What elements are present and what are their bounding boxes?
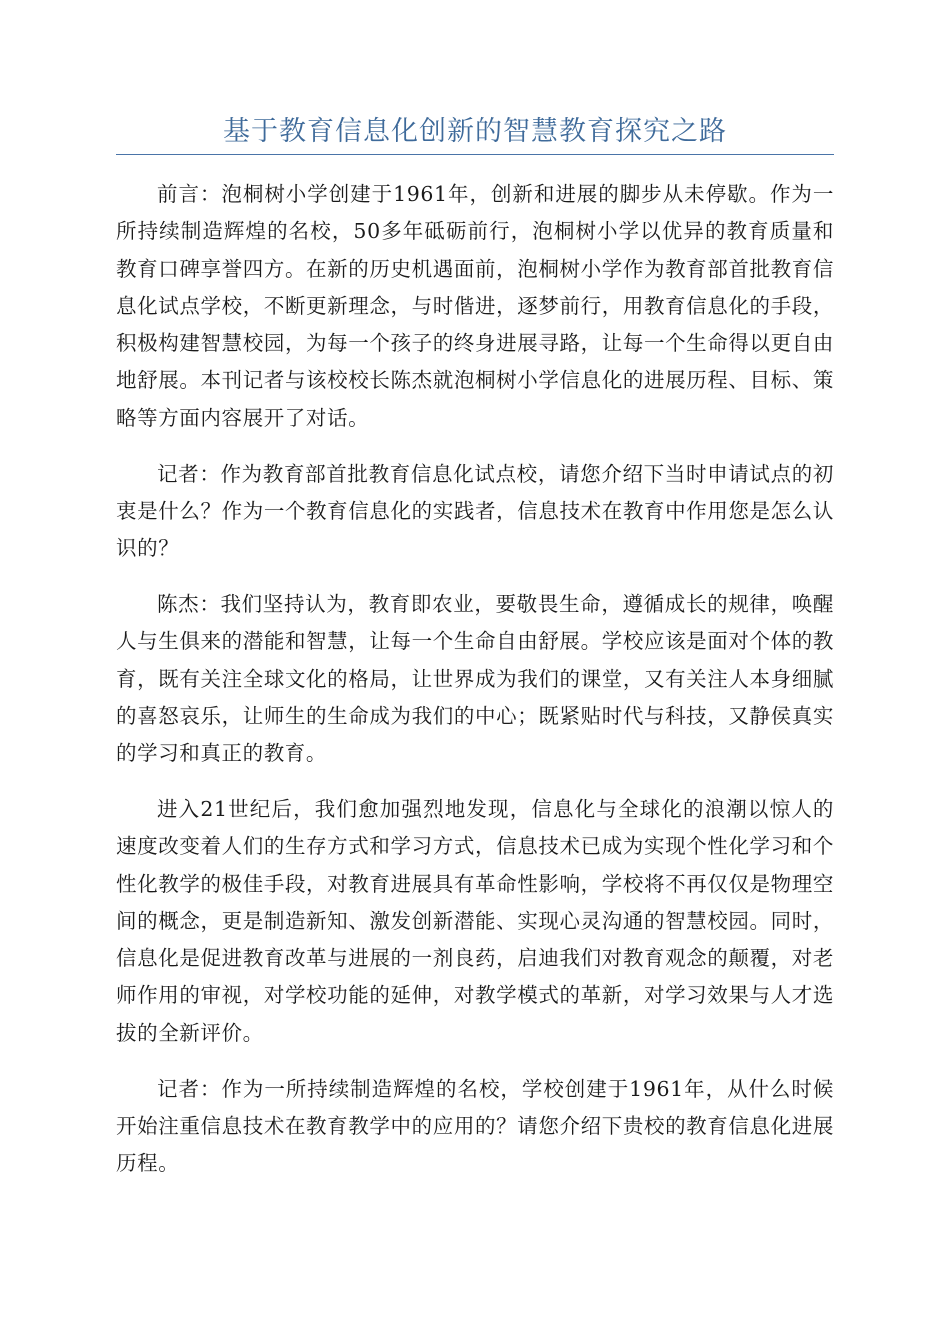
paragraph-reporter-question-2: 记者：作为一所持续制造辉煌的名校，学校创建于1961年，从什么时候开始注重信息技术在教育教学中的应用的？请您介绍下贵校的教育信息化进展历程。 — [116, 1076, 834, 1176]
paragraph-chenjie-answer-1: 陈杰：我们坚持认为，教育即农业，要敬畏生命，遵循成长的规律，唤醒人与生俱来的潜能和智慧，让每一个生命自由舒展。学校应该是面对个体的教育，既有关注全球文化的格局，让世界成为我们的课堂，又有关注人本身细腻的喜怒哀乐，让师生的生命成为我们的中心；既紧贴时代与科技，又静侯真实的学习和真正的教育。 — [116, 591, 834, 766]
paragraph-reporter-question-1: 记者：作为教育部首批教育信息化试点校，请您介绍下当时申请试点的初衷是什么？作为一个教育信息化的实践者，信息技术在教育中作用您是怎么认识的？ — [116, 461, 834, 561]
document-title: 基于教育信息化创新的智慧教育探究之路 — [223, 116, 727, 147]
document-body — [116, 176, 834, 1201]
paragraph-chenjie-answer-2: 进入21世纪后，我们愈加强烈地发现，信息化与全球化的浪潮以惊人的速度改变着人们的生存方式和学习方式，信息技术已成为实现个性化学习和个性化教学的极佳手段，对教育进展具有革命性影响，学校将不再仅仅是物理空间的概念，更是制造新知、激发创新潜能、实现心灵沟通的智慧校园。同时，信息化是促进教育改革与进展的一剂良药，启迪我们对教育观念的颠覆，对老师作用的审视，对学校功能的延伸，对教学模式的革新，对学习效果与人才选拔的全新评价。 — [116, 796, 834, 1045]
title-underline — [116, 154, 834, 155]
paragraph-preface: 前言：泡桐树小学创建于1961年，创新和进展的脚步从未停歇。作为一所持续制造辉煌的名校，50多年砥砺前行，泡桐树小学以优异的教育质量和教育口碑享誉四方。在新的历史机遇面前，泡桐树小学作为教育部首批教育信息化试点学校，不断更新理念，与时偕进，逐梦前行，用教育信息化的手段，积极构建智慧校园，为每一个孩子的终身进展寻路，让每一个生命得以更自由地舒展。本刊记者与该校校长陈杰就泡桐树小学信息化的进展历程、目标、策略等方面内容展开了对话。 — [116, 182, 834, 430]
